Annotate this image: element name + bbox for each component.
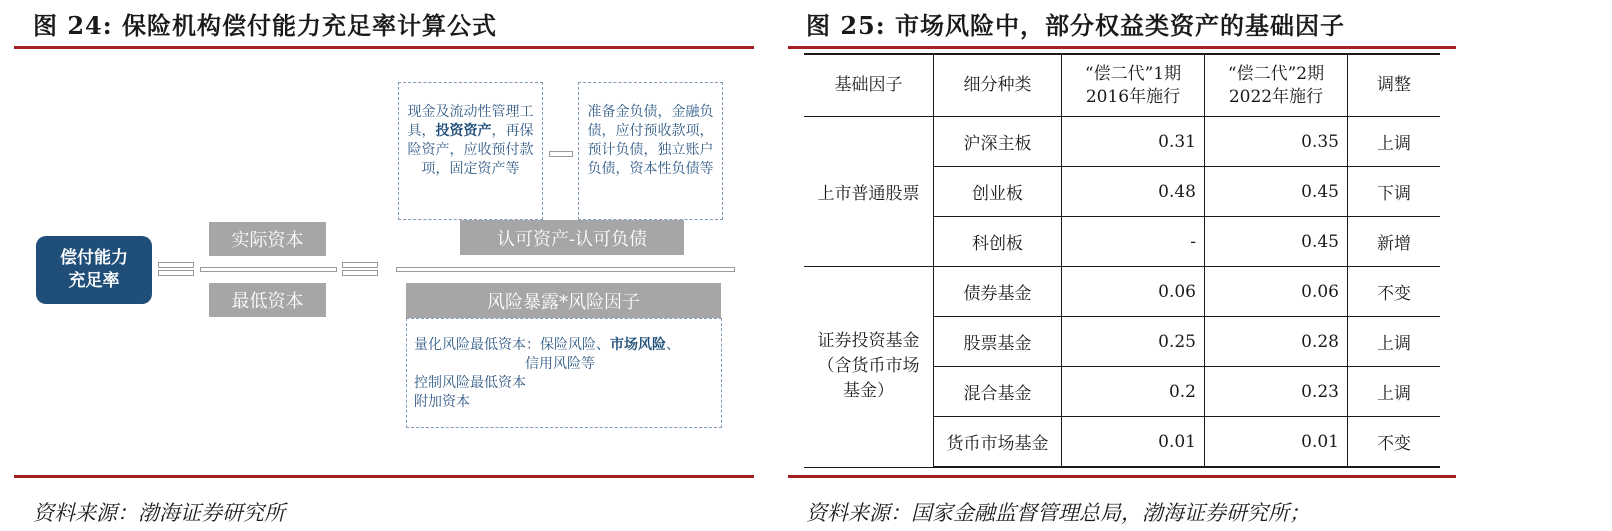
cell-adjust: 不变 [1348,417,1441,468]
figure-24-title: 图 24: 保险机构偿付能力充足率计算公式 [33,11,497,40]
cell-phase1: 0.06 [1062,267,1205,317]
cell-phase1: 0.01 [1062,417,1205,468]
cell-phase2: 0.01 [1205,417,1348,468]
cell-adjust: 上调 [1348,117,1441,167]
risk-exposure-times-factor-box: 风险暴露*风险因子 [406,283,721,318]
figure-25-title: 图 25: 市场风险中，部分权益类资产的基础因子 [806,11,1345,40]
cell-phase1: - [1062,217,1205,267]
table-row [804,267,1440,317]
category-securities-funds: 证券投资基金 （含货币市场 基金） [804,267,934,468]
header-base-factor: 基础因子 [804,54,934,117]
minus-sign [549,151,573,157]
cell-phase1: 0.31 [1062,117,1205,167]
equals-sign-2 [342,262,378,276]
risk-line-2: 信用风险等 [525,356,595,372]
table-row [804,117,1440,167]
figure-25-source: 资料来源：国家金融监督管理总局，渤海证券研究所； [806,501,1310,525]
assets-text-before: 现金及流动性管理工具， [407,104,534,139]
solvency-ratio-box: 偿付能力 充足率 [36,236,152,304]
cell-adjust: 上调 [1348,367,1441,417]
header-phase1: “偿二代”1期 2016年施行 [1062,54,1205,117]
actual-capital-box: 实际资本 [209,222,326,256]
assets-text-after: ，再保险资产，应收预付款项，固定资产等 [407,123,534,177]
cell-sub: 货币市场基金 [934,417,1062,468]
header-subcategory: 细分种类 [934,54,1062,117]
cell-phase2: 0.35 [1205,117,1348,167]
cell-phase1: 0.25 [1062,317,1205,367]
risk-line-4: 附加资本 [414,394,470,410]
header-adjustment: 调整 [1348,54,1441,117]
cell-phase2: 0.45 [1205,167,1348,217]
cell-adjust: 上调 [1348,317,1441,367]
cell-adjust: 不变 [1348,267,1441,317]
cell-sub: 科创板 [934,217,1062,267]
table-header-row [804,54,1440,117]
minimum-capital-box: 最低资本 [209,283,326,317]
cell-phase1: 0.48 [1062,167,1205,217]
cell-phase2: 0.06 [1205,267,1348,317]
risk-line-3: 控制风险最低资本 [414,375,526,391]
liabilities-description: 准备金负债，金融负债，应付预收款项，预计负债，独立账户负债，资本性负债等 [578,82,723,220]
source-rule-right [788,475,1456,478]
title-rule-left [14,46,754,49]
admitted-assets-minus-liabilities-box: 认可资产-认可负债 [460,220,684,255]
cell-phase1: 0.2 [1062,367,1205,417]
source-rule-left [14,475,754,478]
equals-sign-1 [158,262,194,276]
cell-sub: 创业板 [934,167,1062,217]
header-phase2: “偿二代”2期 2022年施行 [1205,54,1348,117]
cell-sub: 债券基金 [934,267,1062,317]
cell-phase2: 0.45 [1205,217,1348,267]
category-listed-stocks: 上市普通股票 [804,117,934,267]
figure-24-source: 资料来源：渤海证券研究所 [33,501,285,525]
assets-text-emph: 投资资产 [435,123,492,139]
cell-sub: 沪深主板 [934,117,1062,167]
cell-sub: 股票基金 [934,317,1062,367]
cell-adjust: 下调 [1348,167,1441,217]
fraction-bar-2 [396,267,735,272]
cell-adjust: 新增 [1348,217,1441,267]
assets-description [398,82,543,220]
cell-phase2: 0.23 [1205,367,1348,417]
title-rule-right [788,46,1456,49]
cell-sub: 混合基金 [934,367,1062,417]
risk-line-1: 量化风险最低资本：保险风险、市场风险、 [414,337,680,353]
base-factor-table [804,53,1440,468]
fraction-bar-1 [200,267,337,272]
cell-phase2: 0.28 [1205,317,1348,367]
minimum-capital-components [406,318,722,428]
